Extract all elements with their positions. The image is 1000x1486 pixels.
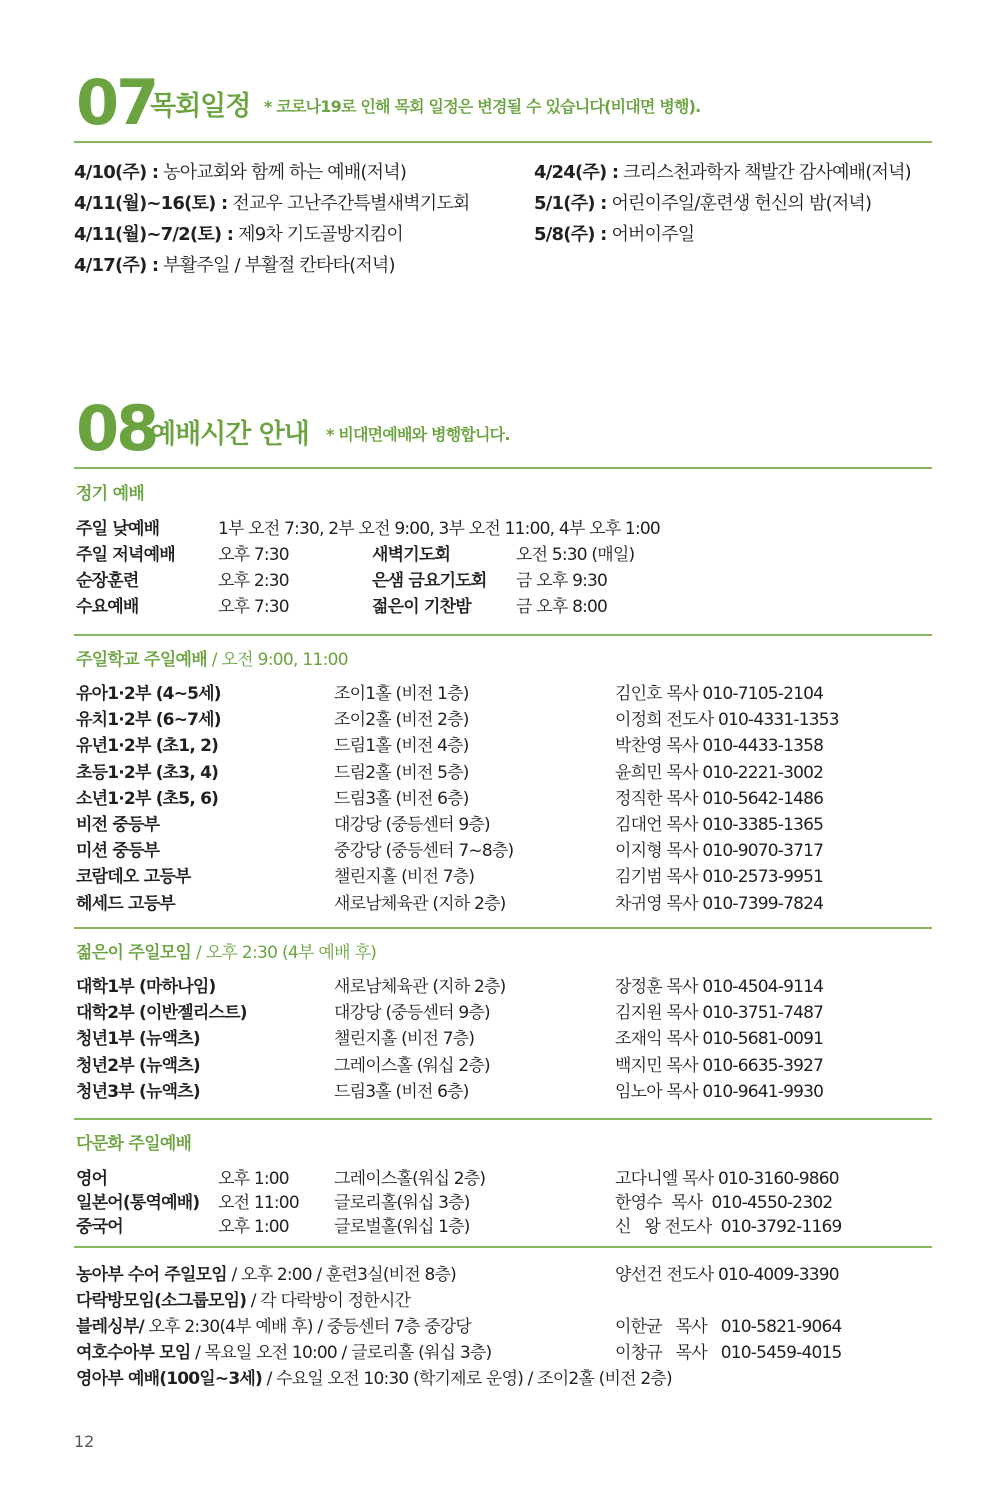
meeting-item xyxy=(76,1286,410,1311)
schedule-text: 농아교회와 함께 하는 예배(저녁) xyxy=(158,162,407,183)
contact: 고다니엘 목사 010-3160-9860 xyxy=(615,1169,839,1189)
worship-name: 순장훈련 xyxy=(76,571,139,591)
location: 대강당 (중등센터 9층) xyxy=(334,1003,490,1024)
contact: 한영수 목사 010-4550-2302 xyxy=(615,1193,833,1213)
meeting-name: 농아부 수어 주일모임 xyxy=(76,1265,227,1285)
contact: 장정훈 목사 010-4504-9114 xyxy=(615,977,824,997)
worship-name: 새벽기도회 xyxy=(372,545,451,565)
schedule-text: 제9차 기도골방지킴이 xyxy=(233,224,403,245)
language: 일본어(통역예배) xyxy=(76,1193,200,1213)
location: 챌린지홀 (비전 7층) xyxy=(334,1029,475,1050)
worship-name: 주일 저녁예배 xyxy=(76,545,175,565)
department-name: 대학1부 (마하나임) xyxy=(76,977,216,997)
schedule-text: 전교우 고난주간특별새벽기도회 xyxy=(227,193,470,214)
department-name: 유치1·2부 (6~7세) xyxy=(76,710,221,731)
location: 드림3홀 (비전 6층) xyxy=(334,1081,469,1102)
divider xyxy=(74,1118,932,1120)
contact: 이지형 목사 010-9070-3717 xyxy=(615,841,824,862)
meeting-item xyxy=(76,1260,456,1285)
meeting-name: 영아부 예배(100일~3세) xyxy=(76,1369,262,1389)
contact: 김지원 목사 010-3751-7487 xyxy=(615,1003,824,1024)
schedule-item xyxy=(74,158,406,184)
location: 중강당 (중등센터 7~8층) xyxy=(334,841,514,862)
location: 새로남체육관 (지하 2층) xyxy=(334,977,506,997)
contact: 김인호 목사 010-7105-2104 xyxy=(615,684,824,704)
meeting-detail: / 각 다락방이 정한시간 xyxy=(246,1291,411,1311)
meeting-item xyxy=(76,1338,491,1363)
schedule-text: 어버이주일 xyxy=(606,224,695,245)
location: 드림2홀 (비전 5층) xyxy=(334,762,469,783)
location: 대강당 (중등센터 9층) xyxy=(334,815,490,835)
meeting-name: 여호수아부 모임 xyxy=(76,1343,191,1363)
schedule-text: 어린이주일/훈련생 헌신의 밤(저녁) xyxy=(606,193,872,214)
schedule-date: 5/8(주) : xyxy=(534,224,607,245)
worship-time: 오후 7:30 xyxy=(218,597,289,617)
divider xyxy=(74,141,932,143)
meeting-detail: 오후 2:30(4부 예배 후) / 중등센터 7층 중강당 xyxy=(143,1317,472,1337)
department-name: 초등1·2부 (초3, 4) xyxy=(76,762,219,783)
worship-time: 금 오후 9:30 xyxy=(516,571,608,591)
page-number: 12 xyxy=(74,1432,95,1451)
divider xyxy=(74,467,932,469)
section-note-worship: * 비대면예배와 병행합니다. xyxy=(326,425,510,444)
divider xyxy=(74,1246,932,1248)
schedule-item xyxy=(74,251,395,277)
contact: 이한균 목사 010-5821-9064 xyxy=(615,1317,842,1337)
worship-name: 주일 낮예배 xyxy=(76,519,160,539)
schedule-item xyxy=(534,220,694,246)
department-name: 미션 중등부 xyxy=(76,841,160,862)
schedule-date: 5/1(주) : xyxy=(534,193,607,214)
location: 조이2홀 (비전 2층) xyxy=(334,710,469,731)
department-name: 대학2부 (이반젤리스트) xyxy=(76,1003,247,1024)
meeting-detail: / 오후 2:00 / 훈련3실(비전 8층) xyxy=(226,1265,456,1285)
contact: 이창규 목사 010-5459-4015 xyxy=(615,1343,842,1363)
schedule-date: 4/11(월)~7/2(토) : xyxy=(74,224,234,245)
section-title-worship-times: 예배시간 안내 xyxy=(150,419,309,450)
language: 중국어 xyxy=(76,1217,123,1237)
worship-time: 오전 11:00 xyxy=(218,1193,299,1213)
worship-name: 은샘 금요기도회 xyxy=(372,571,487,591)
department-name: 소년1·2부 (초5, 6) xyxy=(76,788,219,809)
schedule-text: 부활주일 / 부활절 칸타타(저녁) xyxy=(158,255,395,276)
worship-time: 오후 1:00 xyxy=(218,1217,289,1237)
schedule-date: 4/11(월)~16(토) : xyxy=(74,193,228,214)
contact: 이정희 전도사 010-4331-1353 xyxy=(615,710,839,731)
meeting-item xyxy=(76,1312,471,1337)
department-name: 청년3부 (뉴액츠) xyxy=(76,1081,200,1102)
section-note-schedule: * 코로나19로 인해 목회 일정은 변경될 수 있습니다(비대면 병행). xyxy=(264,97,701,116)
schedule-item xyxy=(74,189,470,215)
contact: 차귀영 목사 010-7399-7824 xyxy=(615,893,824,914)
location: 글로리홀(워십 3층) xyxy=(334,1193,470,1213)
schedule-text: 크리스천과학자 책발간 감사예배(저녁) xyxy=(618,162,911,183)
worship-time: 오후 7:30 xyxy=(218,545,289,565)
schedule-item xyxy=(534,158,911,184)
meeting-detail: / 목요일 오전 10:00 / 글로리홀 (워십 3층) xyxy=(190,1343,492,1363)
schedule-date: 4/10(주) : xyxy=(74,162,159,183)
department-name: 코람데오 고등부 xyxy=(76,867,191,888)
contact: 백지민 목사 010-6635-3927 xyxy=(615,1055,824,1076)
location: 챌린지홀 (비전 7층) xyxy=(334,867,475,888)
worship-name: 젊은이 기찬밤 xyxy=(372,597,471,617)
contact: 박찬영 목사 010-4433-1358 xyxy=(615,736,824,757)
language: 영어 xyxy=(76,1169,108,1189)
contact: 김기범 목사 010-2573-9951 xyxy=(615,867,824,888)
schedule-item xyxy=(534,189,871,215)
contact: 양선건 전도사 010-4009-3390 xyxy=(615,1265,839,1285)
divider xyxy=(74,927,932,929)
contact: 김대언 목사 010-3385-1365 xyxy=(615,815,824,835)
worship-time: 오후 2:30 xyxy=(218,571,289,591)
location: 그레이스홀 (워십 2층) xyxy=(334,1055,490,1076)
divider xyxy=(74,634,932,636)
schedule-date: 4/17(주) : xyxy=(74,255,159,276)
department-name: 유년1·2부 (초1, 2) xyxy=(76,736,219,757)
subhead-sunday-school: 주일학교 주일예배 / 오전 9:00, 11:00 xyxy=(76,650,348,670)
section-title-schedule: 목회일정 xyxy=(150,91,251,122)
worship-time: 1부 오전 7:30, 2부 오전 9:00, 3부 오전 11:00, 4부 오후 1:00 xyxy=(218,519,660,539)
subhead-young-adults: 젊은이 주일모임 / 오후 2:30 (4부 예배 후) xyxy=(76,943,377,963)
location: 새로남체육관 (지하 2층) xyxy=(334,893,506,914)
worship-name: 수요예배 xyxy=(76,597,139,617)
contact: 신 왕 전도사 010-3792-1169 xyxy=(615,1217,842,1237)
department-name: 청년1부 (뉴액츠) xyxy=(76,1029,200,1050)
section-number-07: 07 xyxy=(76,66,157,139)
meeting-item xyxy=(76,1364,672,1389)
meeting-detail: / 수요일 오전 10:30 (학기제로 운영) / 조이2홀 (비전 2층) xyxy=(261,1369,672,1389)
location: 글로벌홀(워십 1층) xyxy=(334,1217,470,1237)
meeting-name: 다락방모임(소그룹모임) xyxy=(76,1291,247,1311)
department-name: 유아1·2부 (4~5세) xyxy=(76,684,221,704)
worship-time: 금 오후 8:00 xyxy=(516,597,608,617)
department-name: 헤세드 고등부 xyxy=(76,893,175,914)
subhead-multicultural: 다문화 주일예배 xyxy=(76,1134,192,1154)
schedule-item xyxy=(74,220,403,246)
worship-time: 오후 1:00 xyxy=(218,1169,289,1189)
contact: 윤희민 목사 010-2221-3002 xyxy=(615,762,824,783)
meeting-name: 블레싱부/ xyxy=(76,1317,144,1337)
department-name: 비전 중등부 xyxy=(76,815,160,835)
location: 드림3홀 (비전 6층) xyxy=(334,788,469,809)
department-name: 청년2부 (뉴액츠) xyxy=(76,1055,200,1076)
location: 그레이스홀(워십 2층) xyxy=(334,1169,486,1189)
contact: 임노아 목사 010-9641-9930 xyxy=(615,1081,824,1102)
worship-time: 오전 5:30 (매일) xyxy=(516,545,635,565)
schedule-date: 4/24(주) : xyxy=(534,162,619,183)
contact: 조재익 목사 010-5681-0091 xyxy=(615,1029,824,1050)
location: 드림1홀 (비전 4층) xyxy=(334,736,469,757)
section-number-08: 08 xyxy=(76,392,157,465)
subhead-regular-worship: 정기 예배 xyxy=(76,484,145,504)
contact: 정직한 목사 010-5642-1486 xyxy=(615,788,824,809)
location: 조이1홀 (비전 1층) xyxy=(334,684,469,704)
